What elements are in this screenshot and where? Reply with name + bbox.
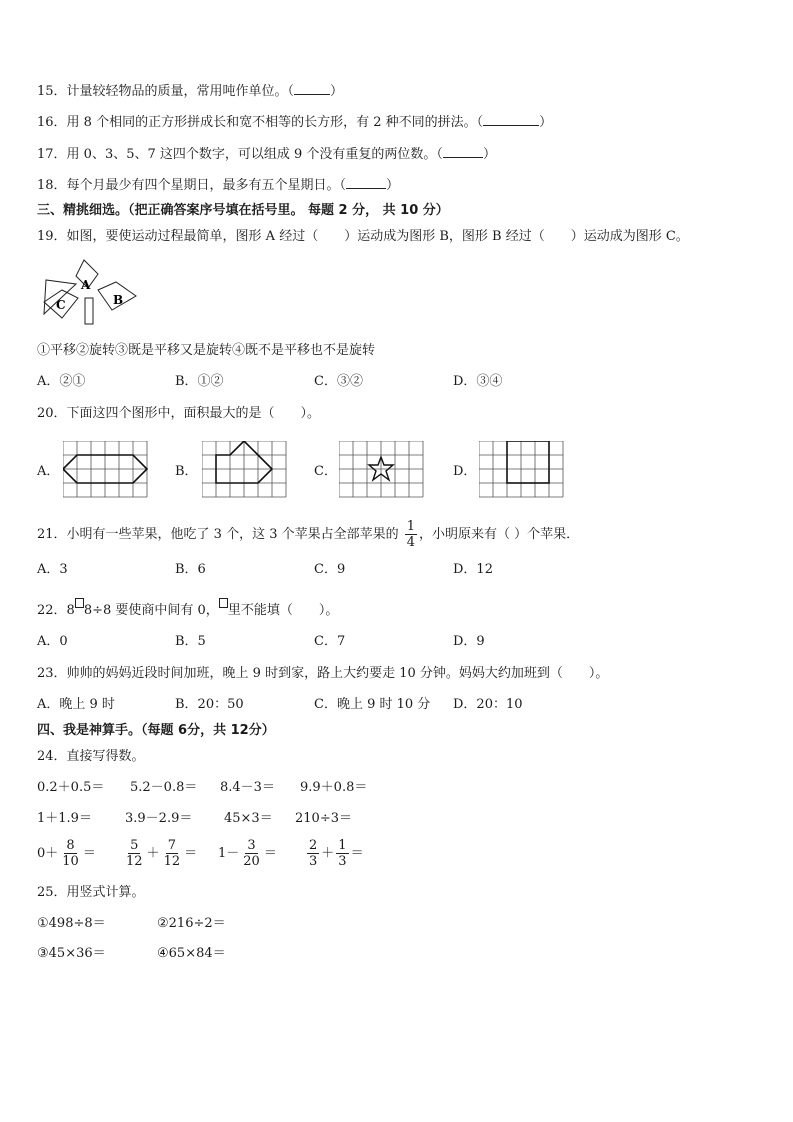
question-23-stem: 23．帅帅的妈妈近段时间加班，晚上 9 时到家，路上大约要走 10 分钟。妈妈大约加班到（ ）。 xyxy=(37,666,609,681)
equals-sign: ＝ xyxy=(263,846,277,861)
answer-blank[interactable] xyxy=(294,82,330,95)
question-17 xyxy=(37,145,496,164)
q23-option-c[interactable]: C．晚上 9 时 10 分 xyxy=(314,697,431,712)
equals-sign: ＝ xyxy=(82,846,96,861)
question-25-stem: 25．用竖式计算。 xyxy=(37,885,145,900)
operator: ＋ xyxy=(321,846,335,861)
section-4-heading: 四、我是神算手。（每题 6分，共 12分） xyxy=(37,723,275,738)
q21-option-a[interactable]: A．3 xyxy=(37,562,68,577)
label-b: B xyxy=(113,293,124,307)
paren-close: ） xyxy=(482,147,496,162)
calc-expression: 45×3＝ xyxy=(224,811,273,826)
fraction-expression xyxy=(218,836,277,872)
denominator: 20 xyxy=(243,854,260,869)
q19-option-b[interactable]: B．①② xyxy=(175,374,224,389)
calc-expression: 5.2－0.8＝ xyxy=(130,780,198,795)
paren-close: ） xyxy=(386,178,400,193)
fraction xyxy=(307,838,319,869)
expr-prefix: 0＋ xyxy=(37,846,59,861)
calc-expression: 3.9－2.9＝ xyxy=(125,811,193,826)
fraction-one-quarter xyxy=(405,519,417,550)
grid-figure-b xyxy=(202,441,292,501)
q19-option-c[interactable]: C．③② xyxy=(314,374,363,389)
answer-blank[interactable] xyxy=(443,145,483,158)
question-22-text: 22．8 xyxy=(37,603,75,618)
q21-option-b[interactable]: B．6 xyxy=(175,562,206,577)
paren-close: ） xyxy=(539,115,553,130)
q22-option-b[interactable]: B．5 xyxy=(175,634,206,649)
question-22-text-mid: 8÷8 要使商中间有 0， xyxy=(83,603,219,618)
q19-option-d[interactable]: D．③④ xyxy=(453,374,503,389)
question-24-stem: 24．直接写得数。 xyxy=(37,749,145,764)
calc-expression: 0.2＋0.5＝ xyxy=(37,780,105,795)
numerator: 1 xyxy=(338,838,347,853)
q20-option-c[interactable]: C． xyxy=(314,464,337,479)
vertical-calc-item: ④65×84＝ xyxy=(157,946,226,961)
q19-option-a[interactable]: A．②① xyxy=(37,374,86,389)
denominator: 12 xyxy=(126,854,143,869)
denominator: 3 xyxy=(338,854,347,869)
numerator: 5 xyxy=(130,838,139,853)
vertical-calc-item: ②216÷2＝ xyxy=(157,916,226,931)
q23-option-b[interactable]: B．20：50 xyxy=(175,697,244,712)
numerator: 3 xyxy=(247,838,256,853)
equals-sign: ＝ xyxy=(184,846,198,861)
q20-option-b[interactable]: B． xyxy=(175,464,198,479)
question-18-text: 18．每个月最少有四个星期日，最多有五个星期日。（ xyxy=(37,178,347,193)
fraction xyxy=(241,838,262,869)
question-17-text: 17．用 0、3、5、7 这四个数字，可以组成 9 个没有重复的两位数。（ xyxy=(37,147,443,162)
question-22-text-end: 里不能填（ ）。 xyxy=(227,603,339,618)
fraction-expression xyxy=(305,836,364,872)
numerator: 1 xyxy=(406,519,416,534)
question-19-stem: 19．如图，要使运动过程最简单，图形 A 经过（ ）运动成为图形 B，图形 B 经过（ ）运动成为图形 C。 xyxy=(37,229,689,244)
denominator: 4 xyxy=(406,535,416,550)
fraction xyxy=(124,838,145,869)
expr-prefix: 1－ xyxy=(218,846,240,861)
fraction-expression xyxy=(37,836,96,872)
fraction xyxy=(162,838,183,869)
fraction-expression xyxy=(122,836,197,872)
question-16-text: 16．用 8 个相同的正方形拼成长和宽不相等的长方形，有 2 种不同的拼法。（ xyxy=(37,115,484,130)
question-21-text-end: ，小明原来有（ ）个苹果． xyxy=(419,527,580,542)
equals-sign: ＝ xyxy=(350,846,364,861)
q23-option-a[interactable]: A．晚上 9 时 xyxy=(37,697,115,712)
q21-option-c[interactable]: C．9 xyxy=(314,562,346,577)
question-21-text: 21．小明有一些苹果，他吃了 3 个，这 3 个苹果占全部苹果的 xyxy=(37,527,399,542)
answer-blank[interactable] xyxy=(483,113,539,126)
denominator: 3 xyxy=(309,854,318,869)
calc-expression: 1＋1.9＝ xyxy=(37,811,92,826)
fraction xyxy=(336,838,348,869)
q22-option-d[interactable]: D．9 xyxy=(453,634,485,649)
vertical-calc-item: ③45×36＝ xyxy=(37,946,106,961)
numerator: 2 xyxy=(309,838,318,853)
denominator: 12 xyxy=(163,854,181,869)
calc-expression: 8.4－3＝ xyxy=(220,780,275,795)
numerator: 7 xyxy=(167,838,176,853)
section-3-heading: 三、精挑细选。（把正确答案序号填在括号里。 每题 2 分， 共 10 分） xyxy=(37,203,449,218)
q22-option-a[interactable]: A．0 xyxy=(37,634,68,649)
label-a: A xyxy=(81,278,91,292)
question-19-choices: ①平移②旋转③既是平移又是旋转④既不是平移也不是旋转 xyxy=(37,343,376,358)
operator: ＋ xyxy=(146,846,160,861)
grid-figure-d xyxy=(479,441,569,501)
q23-option-d[interactable]: D．20：10 xyxy=(453,697,523,712)
question-18 xyxy=(37,176,399,195)
question-21-stem xyxy=(37,518,579,552)
q21-option-d[interactable]: D．12 xyxy=(453,562,493,577)
question-15-text: 15．计量较轻物品的质量，常用吨作单位。（ xyxy=(37,84,295,99)
grid-figure-c xyxy=(339,441,429,501)
question-22-stem xyxy=(37,598,338,620)
calc-expression: 9.9＋0.8＝ xyxy=(300,780,368,795)
grid-figure-a xyxy=(63,441,153,501)
box-placeholder-icon xyxy=(219,598,228,608)
question-16 xyxy=(37,113,552,132)
q20-option-a[interactable]: A． xyxy=(37,464,60,479)
paren-close: ） xyxy=(330,84,344,99)
q22-option-c[interactable]: C．7 xyxy=(314,634,346,649)
fraction xyxy=(60,838,81,869)
square-shape xyxy=(507,441,549,483)
label-c: C xyxy=(56,298,66,312)
q20-option-d[interactable]: D． xyxy=(453,464,477,479)
pivot-stem xyxy=(85,298,93,324)
question-15 xyxy=(37,82,343,101)
box-placeholder-icon xyxy=(75,598,84,608)
rotation-figure xyxy=(40,256,140,328)
question-20-stem: 20．下面这四个图形中，面积最大的是（ ）。 xyxy=(37,406,321,421)
vertical-calc-item: ①498÷8＝ xyxy=(37,916,106,931)
denominator: 10 xyxy=(62,854,79,869)
answer-blank[interactable] xyxy=(346,176,386,189)
numerator: 8 xyxy=(66,838,75,853)
calc-expression: 210÷3＝ xyxy=(295,811,352,826)
